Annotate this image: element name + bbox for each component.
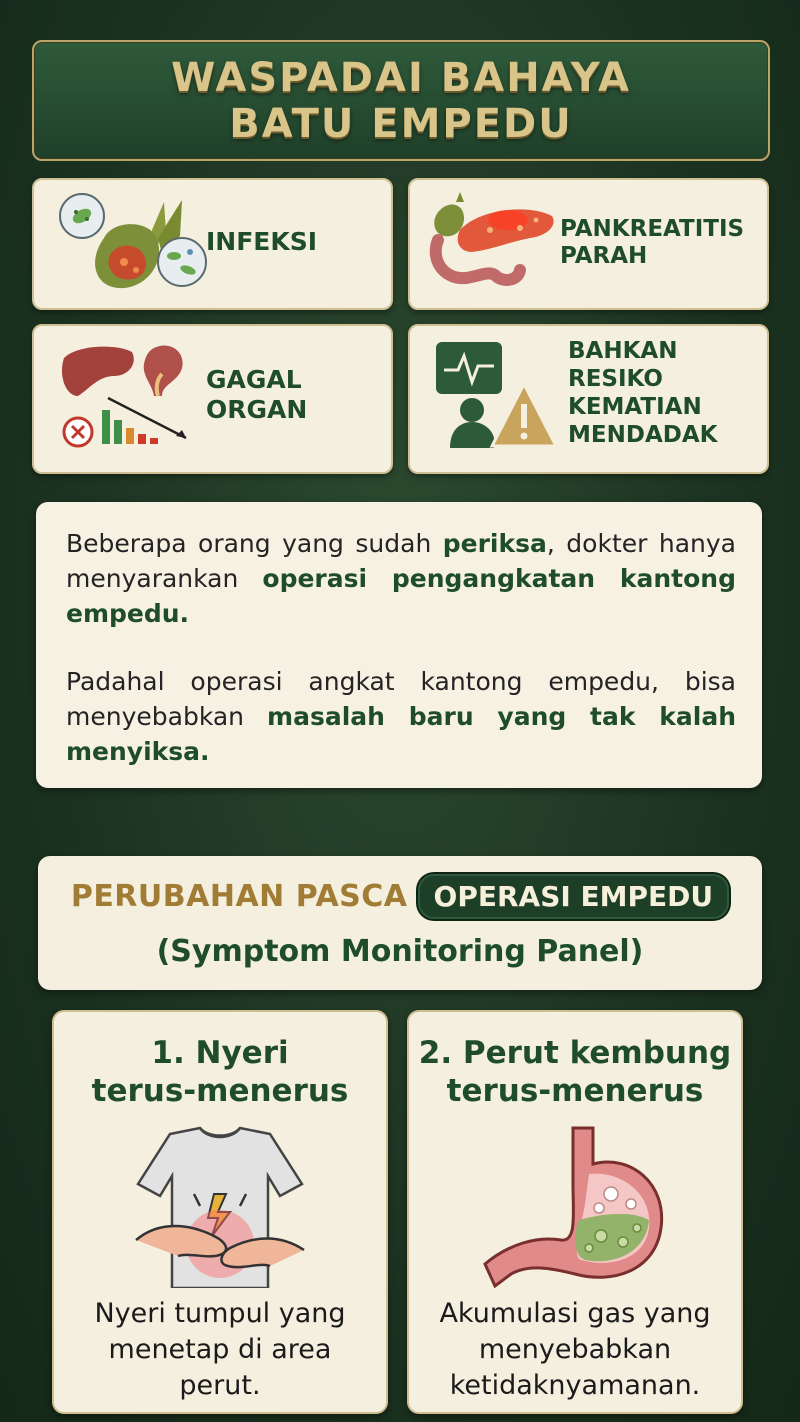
panel-title-pill: OPERASI EMPEDU — [418, 874, 730, 919]
symptom-title-nyeri-line-2: terus-menerus — [91, 1073, 349, 1109]
risk-label-kematian: KEMATIAN — [568, 394, 702, 420]
risk-label-gagal: GAGAL — [206, 365, 302, 394]
risk-label-bahkan: BAHKAN — [568, 338, 678, 364]
info-card — [36, 502, 762, 788]
symptom-desc-kembung-line-3: ketidaknyamanan. — [449, 1370, 701, 1401]
risk-card-pankreatitis — [408, 178, 769, 310]
risk-card-gagal-organ — [32, 324, 393, 474]
symptom-title-kembung-line-2: terus-menerus — [446, 1073, 704, 1109]
symptom-card-nyeri — [52, 1010, 388, 1414]
symptom-desc-nyeri-line-2: menetap di area — [108, 1334, 332, 1365]
title-line-1: WASPADAI BAHAYA — [171, 54, 631, 101]
symptom-desc-kembung — [409, 1296, 741, 1404]
symptom-title-nyeri-line-1: 1. Nyeri — [151, 1035, 289, 1071]
risk-label-pankreatitis-1: PANKREATITIS — [560, 216, 745, 242]
risk-label-pankreatitis-2: PARAH — [560, 243, 648, 269]
info-p1-bold-periksa: periksa — [442, 529, 547, 558]
symptom-desc-nyeri-line-3: perut. — [179, 1370, 261, 1401]
risk-card-infeksi — [32, 178, 393, 310]
symptom-title-nyeri — [54, 1034, 386, 1110]
abdominal-pain-icon — [130, 1124, 310, 1288]
info-p1-text-c: , dokter hanya menyarankan — [66, 529, 736, 593]
symptom-desc-nyeri — [54, 1296, 386, 1404]
organ-failure-icon — [58, 340, 208, 452]
symptom-title-kembung-line-1: 2. Perut kembung — [418, 1035, 732, 1071]
symptom-card-kembung — [407, 1010, 743, 1414]
symptom-title-kembung — [409, 1034, 741, 1110]
risk-label-resiko: RESIKO — [568, 366, 663, 392]
inflamed-pancreas-icon — [420, 190, 560, 290]
risk-label-organ: ORGAN — [206, 395, 308, 424]
symptom-desc-nyeri-line-1: Nyeri tumpul yang — [94, 1298, 346, 1329]
panel-title-prefix: PERUBAHAN PASCA — [70, 879, 408, 914]
info-p2-text-a: Padahal operasi angkat kantong empedu, bisa menyebabkan — [66, 667, 736, 731]
info-paragraph-1 — [66, 526, 736, 631]
info-paragraph-2 — [66, 664, 736, 769]
bloated-stomach-icon — [481, 1124, 671, 1288]
panel-title-row — [38, 874, 762, 919]
panel-subtitle: (Symptom Monitoring Panel) — [156, 934, 644, 969]
risk-card-kematian-mendadak — [408, 324, 769, 474]
info-p1-bold-operasi: operasi pengangkatan kantong empedu. — [66, 564, 736, 628]
symptom-panel-header — [38, 856, 762, 990]
infected-gallbladder-icon — [54, 190, 214, 298]
title-line-2: BATU EMPEDU — [229, 100, 573, 147]
sudden-death-warning-icon — [432, 338, 562, 458]
info-p2-bold-masalah: masalah baru yang tak kalah menyiksa. — [66, 702, 737, 766]
risk-label-infeksi: INFEKSI — [206, 227, 318, 256]
info-p1-text-a: Beberapa orang yang sudah — [66, 529, 443, 558]
title-banner — [32, 40, 770, 161]
symptom-desc-kembung-line-1: Akumulasi gas yang — [439, 1298, 711, 1329]
symptom-desc-kembung-line-2: menyebabkan — [478, 1334, 672, 1365]
risk-label-mendadak: MENDADAK — [568, 422, 718, 448]
